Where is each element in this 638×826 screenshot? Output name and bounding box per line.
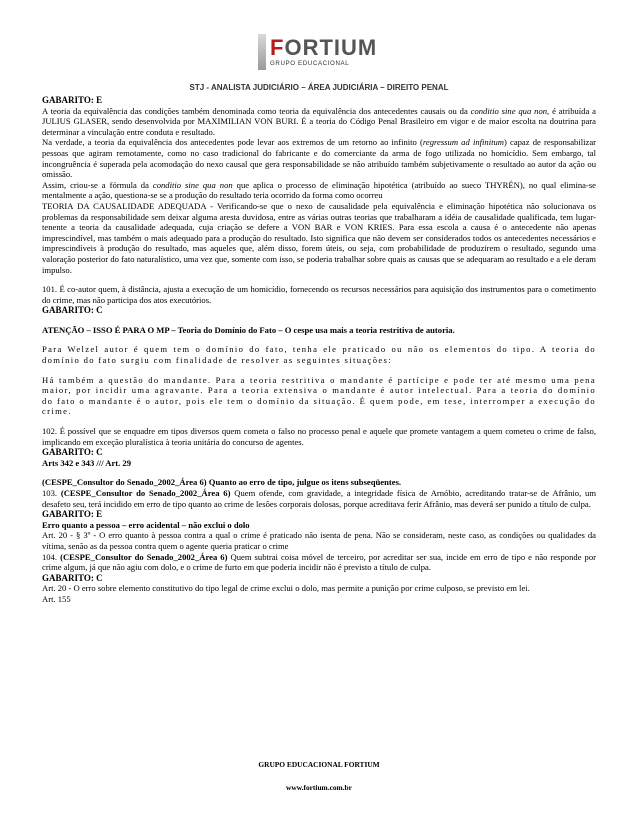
document-body (42, 95, 596, 605)
answer-key-104: GABARITO: C (42, 572, 103, 583)
paragraph-mandante: Há também a questão do mandante. Para a teoria restritiva o mandante é partícipe e pode ter até mesmo uma pena maior, por incidir uma agravante. Para a teoria extensiva o mandante é autor intelectual. Para a teoria do domínio do fato o mandante é o autor, pois ele tem o domínio da situação. É quem pode, em tese, interromper a execução do crime. (42, 374, 596, 417)
text-run: ) capaz de responsabilizar pessoas que agiram remotamente, como no caso tradicional do fabricante e do comerciante da arma de fogo utilizada no homicídio. Sem embargo, tal incongruência é superada pela acomodação do nexo causal que gera responsabilidade se não atribuído também subjetivamente o resultado ao autor da ação ou omissão. (42, 137, 597, 180)
logo-word (270, 34, 378, 60)
question-source-tag: (CESPE_Consultor do Senado_2002_Área 6) (60, 488, 231, 498)
logo-word-rest: ORTIUM (284, 34, 378, 60)
text-run: A teoria da equivalência das condições também denominada como teoria da equivalência dos antecedentes causais ou da (42, 105, 471, 116)
text-run: Assim, criou-se a fórmula da (42, 179, 153, 190)
question-104 (42, 552, 596, 573)
text-run: , é atribuída a JULIUS GLASER, sendo desenvolvida por MAXIMILIAN VON BURI. É a teoria do Código Penal Brasileiro em vigor e de maior escolta na doutrina para determinar a vinculação entre conduta e resultado. (42, 105, 596, 137)
answer-key-101: GABARITO: C (42, 305, 103, 316)
italic-run: conditio sine qua non (470, 105, 548, 116)
logo-subtitle: GRUPO EDUCACIONAL (270, 59, 350, 67)
answer-key-103: GABARITO: E (42, 509, 103, 520)
spacer (42, 468, 596, 477)
article-20: Art. 20 - O erro sobre elemento constitutivo do tipo legal de crime exclui o dolo, mas permite a punição por crime culposo, se previsto em lei. (42, 583, 530, 594)
question-103 (42, 488, 596, 509)
text-run: Na verdade, a teoria da equivalência dos antecedentes pode levar aos extremos de um retorno ao infinito ( (42, 137, 423, 148)
logo-word-first: F (270, 34, 285, 60)
question-source-tag: (CESPE_Consultor do Senado_2002_Área 6) (60, 551, 228, 562)
spacer (42, 366, 596, 375)
question-number: 104. (42, 551, 61, 562)
spacer (42, 275, 596, 284)
article-20-paragraph-3: Art. 20 - § 3º - O erro quanto à pessoa contra a qual o crime é praticado não isenta de pena. Não se consideram, neste caso, as condições ou qualidades da vítima, senão as da pessoa contra quem o agente queria praticar o crime (42, 530, 596, 551)
spacer (42, 335, 596, 344)
paragraph-conditio (42, 180, 596, 201)
logo-text (270, 34, 378, 67)
question-101: 101. É co-autor quem, à distância, ajusta a execução de um homicídio, fornecendo os recursos necessários para aquisição dos instrumentos para o cometimento do crime, mas não participa dos atos executórios. (42, 284, 596, 305)
paragraph-welzel: Para Welzel autor é quem tem o domínio do fato, tenha ele praticado ou não os elementos do tipo. A teoria do domínio do fato surgiu com finalidade de resolver as seguintes situações: (42, 344, 596, 366)
paragraph-causalidade-adequada: TEORIA DA CAUSALIDADE ADEQUADA - Verificando-se que o nexo de causalidade pela equivalência e eliminação hipotética não solucionava os problemas da responsabilidade sem deixar alguma aresta duvidosa, entre as várias outras teorias que trabalharam a idéia de causalidade qualificada, tem lugar-tenente a teoria da causalidade adequada, cuja criação se defere a VON BAR e VON KRIES. Para essa escola a causa é o antecedente não apenas imprescindível, mas também o mais adequado para a produção do resultado. Isto significa que não devem ser considerados todos os antecedentes necessários e imprescindíveis à produção do resultado, mas aqueles que, além disso, forem úteis, ou seja, com probabilidade de produzirem o resultado, segundo uma valoração posterior do fato naturalístico, uma vez que, somente com isso, se poderia trabalhar sobre quais as causas que se adequaram ao resultado e a ele deram impulso. (42, 200, 596, 275)
footer-organization: GRUPO EDUCACIONAL FORTIUM (258, 760, 380, 769)
text-run: que aplica o processo de eliminação hipotética (atribuído ao sueco THYRÉN), no qual elimina-se mentalmente a ação, questiona-se se a produção do resultado teria ocorrido da forma como ocorreu (42, 179, 596, 201)
fortium-logo (258, 32, 384, 72)
paragraph-regressum (42, 137, 596, 179)
italic-run: conditio sine qua non (152, 179, 233, 190)
text-run: Quem subtrai coisa móvel de terceiro, por acreditar ser sua, incide em erro de tipo e não responde por crime algum, já que não agiu com dolo, e o crime de furto em que poderia incidir não é previsto a título de culpa. (42, 551, 597, 573)
logo-bar-icon (258, 34, 266, 70)
article-reference: Arts 342 e 343 /// Art. 29 (42, 457, 132, 468)
cespe-section-heading: (CESPE_Consultor do Senado_2002_Área 6) Quanto ao erro de tipo, julgue os itens subseqüentes. (42, 477, 402, 488)
answer-key-102: GABARITO: C (42, 447, 103, 458)
footer-url: www.fortium.com.br (286, 783, 352, 792)
spacer (42, 316, 596, 325)
page-header-title: STJ - ANALISTA JUDICIÁRIO – ÁREA JUDICIÁRIA – DIREITO PENAL (189, 83, 449, 92)
spacer (42, 417, 596, 426)
erro-pessoa-heading: Erro quanto a pessoa – erro acidental – não exclui o dolo (42, 519, 250, 530)
question-number: 103. (42, 488, 61, 498)
attention-note: ATENÇÃO – ISSO É PARA O MP – Teoria do Domínio do Fato – O cespe usa mais a teoria restritiva de autoria. (42, 324, 455, 335)
article-155: Art. 155 (42, 593, 71, 604)
paragraph-equivalencia (42, 106, 596, 138)
question-102: 102. É possível que se enquadre em tipos diversos quem cometa o falso no processo penal e aquele que promete vantagem a quem cometeu o crime de falso, implicando em exceção pluralística à teoria unitária do concurso de agentes. (42, 426, 596, 447)
italic-run: regressum ad infinitum (422, 137, 504, 148)
text-run: Quem ofende, com gravidade, a integridade física de Arnóbio, acreditando tratar-se de Afrânio, um desafeto seu, terá incidido em erro de tipo quanto ao crime de lesões corporais dolosas, porque acreditava ferir Afrânio, mas deverá ser punido a título de culpa. (42, 488, 597, 509)
answer-key-1: GABARITO: E (42, 95, 103, 105)
